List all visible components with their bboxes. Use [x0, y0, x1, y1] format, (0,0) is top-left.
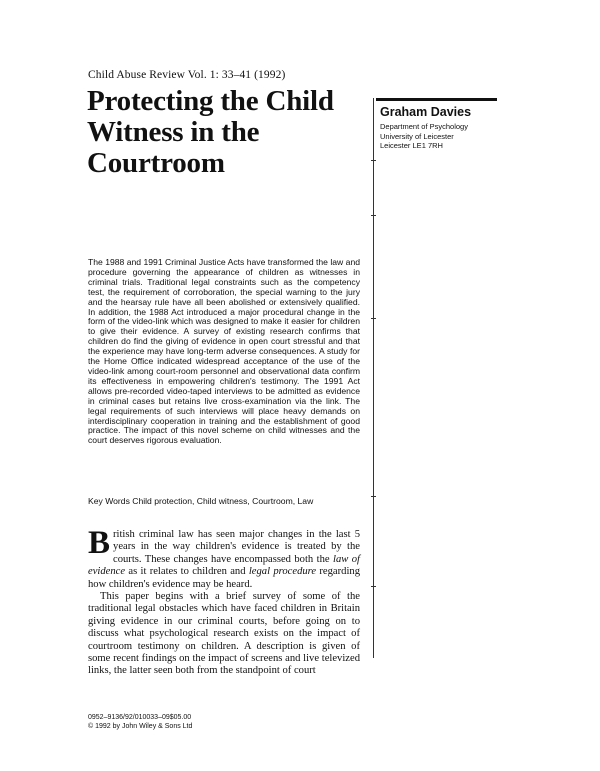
author-name: Graham Davies: [380, 105, 472, 119]
affiliation-line: Department of Psychology: [380, 122, 468, 131]
body-paragraph: This paper begins with a brief survey of some of the traditional legal obstacles which have faced children in Britain giving evidence in our criminal courts, before going on to discuss what psychological research exists on the impact of courtroom testimony on children. A description is given of some recent findings on the impact of screens and live televized links, the latter seen both from the standpoint of court: [88, 591, 360, 677]
body-text: [88, 525, 360, 678]
affiliation-line: University of Leicester: [380, 131, 454, 141]
article-title: Protecting the Child Witness in the Courtroom: [87, 85, 334, 179]
margin-tick: [371, 160, 376, 161]
margin-tick: [371, 318, 376, 319]
author-block: [380, 105, 510, 151]
margin-tick: [371, 496, 376, 497]
body-paragraph: British criminal law has seen major changes in the last 5 years in the way children's evidence is treated by the courts. These changes have encompassed both the law of evidence as it relates to children and legal procedure regarding how children's evidence may be heard.: [88, 525, 360, 590]
margin-rule: [373, 98, 374, 658]
margin-tick: [371, 586, 376, 587]
keywords: Key Words Child protection, Child witness, Courtroom, Law: [88, 496, 314, 506]
margin-tick: [371, 215, 376, 216]
affiliation-line: Leicester LE1 7RH: [380, 141, 443, 150]
drop-cap: B: [88, 525, 111, 561]
copyright-line: © 1992 by John Wiley & Sons Ltd: [88, 722, 193, 730]
abstract: The 1988 and 1991 Criminal Justice Acts have transformed the law and procedure governing the appearance of children as witnesses in criminal trials. Traditional legal constraints such as the competency test, the requirement of corroboration, the special warning to the jury and the hearsay rule have all been abolished or extensively qualified. In addition, the 1988 Act introduced a major procedural change in the form of the video-link which was designed to make it easier for children to give their evidence. A survey of existing research confirms that children do find the giving of evidence in open court stressful and that the experience may have long-term adverse consequences. A study for the Home Office indicated widespread acceptance of the use of the video-link among court-room personnel and observational data confirm its effectiveness in empowering children's testimony. The 1991 Act allows pre-recorded video-taped interviews to be admitted as evidence in criminal cases but retains live cross-examination via the link. The legal requirements of such interviews will place heavy demands on interdisciplinary cooperation in training and the establishment of good practice. The impact of this novel scheme on child witnesses and the court deserves rigorous evaluation.: [88, 257, 360, 446]
issn-line: 0952–9136/92/010033–09$05.00: [88, 714, 192, 721]
author-rule: [376, 98, 497, 101]
copyright-block: [88, 714, 192, 731]
journal-citation: Child Abuse Review Vol. 1: 33–41 (1992): [88, 69, 286, 81]
